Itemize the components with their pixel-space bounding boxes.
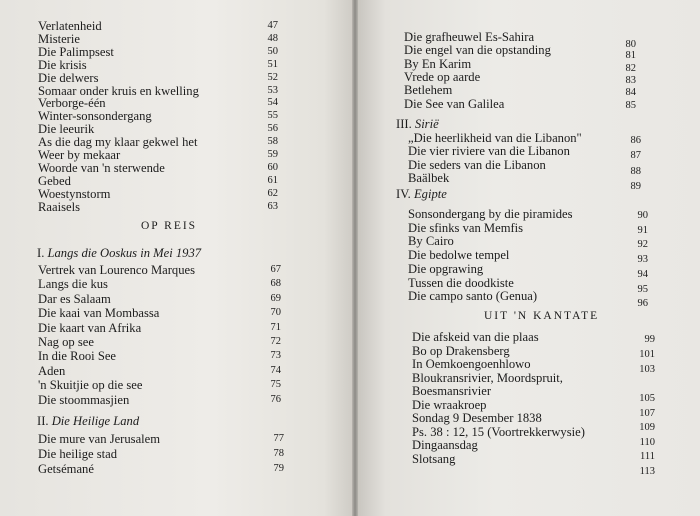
toc-entry-page-number: 85 [625,99,636,111]
toc-entry-title: Die vier riviere van die Libanon [408,144,570,159]
toc-entry-page-number: 109 [639,422,655,433]
toc-entry-title: Weer by mekaar [38,148,121,162]
toc-entry-title: By Cairo [408,234,454,249]
toc-entry-title: Misterie [38,31,80,46]
toc-entry-title: In Oemkoengoenhlowo [412,357,531,371]
heading-op-reis: OP REIS [141,220,198,232]
toc-entry-title: Die leeurik [38,122,95,137]
toc-entry-title: Die grafheuwel Es-Sahira [404,30,535,44]
toc-entry-title: Die See van Galilea [404,96,505,111]
toc-entry-page-number: 67 [270,264,281,275]
toc-entry-title: Sonsondergang by die piramides [408,207,573,221]
toc-entry-title: 'n Skuitjie op die see [38,378,143,393]
toc-entry-page-number: 58 [267,136,278,148]
toc-entry-title: Dingaansdag [412,438,478,452]
toc-entry-page-number: 73 [270,350,281,362]
toc-entry-page-number: 93 [637,254,648,266]
toc-entry-page-number: 60 [267,161,278,173]
toc-entry-page-number: 48 [267,32,278,44]
toc-entry-title: Die mure van Jerusalem [38,432,161,446]
toc-entry-page-number: 84 [625,87,636,99]
toc-entry-page-number: 95 [637,283,648,295]
toc-entry-page-number: 70 [270,307,281,319]
toc-entry-page-number: 110 [639,436,655,448]
toc-entry-title: Baälbek [408,170,450,185]
toc-entry-title: Woestynstorm [38,186,111,201]
toc-entry-page-number: 89 [630,180,641,192]
toc-entry-page-number: 50 [267,45,278,57]
toc-entry-title: Boesmansrivier [412,384,492,398]
toc-entry-page-number: 54 [267,97,278,109]
toc-entry-page-number: 76 [270,393,281,405]
toc-entry-title: Raaisels [38,199,80,214]
toc-entry-title: Die Palimpsest [38,44,114,59]
toc-entry-title: Die engel van die opstanding [404,43,551,58]
toc-entry-title: Bloukransrivier, Moordspruit, [412,370,563,385]
toc-entry-title: Die wraakroep [412,397,487,412]
toc-entry-page-number: 81 [625,50,636,62]
toc-entry-page-number: 90 [637,210,648,221]
toc-entry-title: Getsémané [38,462,94,477]
section-number: II. [37,414,49,428]
toc-entry-page-number: 52 [267,71,278,83]
toc-entry-title: Vrede op aarde [404,69,481,84]
toc-entry-page-number: 72 [270,336,281,347]
toc-entry-title: Betlehem [404,83,453,98]
toc-entry-title: Die bedolwe tempel [408,248,510,263]
toc-entry-page-number: 79 [273,463,284,475]
toc-entry-page-number: 91 [637,224,648,236]
toc-entry-title: Ps. 38 : 12, 15 (Voortrekkerwysie) [412,424,585,439]
toc-entry-page-number: 62 [267,187,278,199]
toc-entry-page-number: 78 [273,448,284,460]
toc-entry-title: Verlatenheid [38,19,102,33]
toc-entry-title: Verborge-één [38,96,106,111]
toc-entry-page-number: 71 [270,321,281,333]
toc-entry-title: As die dag my klaar gekwel het [38,135,198,150]
toc-entry-page-number: 88 [630,165,641,177]
toc-entry-title: Dar es Salaam [38,291,111,306]
toc-entry-title: Vertrek van Lourenco Marques [38,263,196,277]
toc-entry-title: Sondag 9 Desember 1838 [412,411,542,425]
toc-entry-title: Die campo santo (Genua) [408,289,538,304]
toc-entry-page-number: 96 [637,298,648,310]
toc-entry-page-number: 103 [639,364,655,375]
toc-entry-title: Die opgrawing [408,261,484,276]
toc-entry-title: Die kaai van Mombassa [38,306,160,321]
toc-entry-page-number: 69 [270,292,281,304]
toc-entry-page-number: 75 [270,379,281,391]
toc-entry-title: By En Karim [404,56,472,71]
section-title: Die Heilige Land [51,414,140,428]
toc-entry-page-number: 87 [630,150,641,162]
toc-entry-title: Tussen die doodkiste [408,275,514,290]
toc-entry-title: Die afskeid van die plaas [412,330,539,344]
toc-entry-title: „Die heerlikheid van die Libanon" [408,131,582,145]
toc-entry-page-number: 82 [625,62,636,74]
toc-entry-page-number: 107 [639,407,655,419]
section-number: IV. [396,187,411,201]
toc-entry-page-number: 51 [267,58,278,70]
toc-entry-page-number: 111 [640,451,655,462]
toc-entry-title: Somaar onder kruis en kwelling [38,83,199,98]
toc-entry-title: Die krisis [38,57,87,72]
toc-entry-title: Gebed [38,173,71,188]
toc-entry-title: Die sfinks van Memfis [408,220,524,235]
toc-entry-title: Die seders van die Libanon [408,157,546,172]
toc-entry-page-number: 61 [267,174,278,186]
toc-entry-title: Die delwers [38,70,99,85]
toc-entry-title: Die heilige stad [38,447,118,462]
section-title: Egipte [413,187,447,201]
toc-entry-title: Nag op see [38,335,94,349]
section-number: III. [396,117,412,131]
section-title: Langs die Ooskus in Mei 1937 [47,246,202,260]
toc-entry-page-number: 113 [639,465,655,477]
toc-entry-page-number: 83 [625,74,636,86]
toc-entry-title: Die stoommasjien [38,392,130,407]
toc-entry-page-number: 86 [630,135,641,146]
toc-entry-title: Slotsang [412,451,456,466]
toc-entry-page-number: 77 [273,433,284,444]
right-page [358,0,700,516]
heading-uit-n-kantate: UIT 'N KANTATE [484,310,600,322]
toc-entry-title: Die kaart van Afrika [38,320,142,335]
toc-entry-page-number: 56 [267,123,278,135]
toc-entry-title: Langs die kus [38,277,108,292]
section-heading-1 [37,246,201,260]
toc-entry-page-number: 74 [270,364,281,376]
toc-entry-page-number: 55 [267,110,278,122]
toc-entry-title: In die Rooi See [38,349,116,364]
toc-entry-title: Woorde van 'n sterwende [38,160,165,175]
toc-entry-page-number: 68 [270,278,281,290]
section-heading-4 [396,187,447,201]
section-number: I. [37,246,45,260]
toc-entry-page-number: 92 [637,239,648,251]
toc-entry-page-number: 105 [639,393,655,404]
toc-entry-page-number: 53 [267,84,278,96]
toc-entry-page-number: 94 [637,268,648,280]
toc-entry-page-number: 99 [644,334,655,345]
toc-entry-page-number: 47 [267,20,278,31]
toc-entry-page-number: 101 [639,348,655,360]
toc-entry-page-number: 80 [625,39,636,50]
section-heading-3 [396,117,439,131]
toc-entry-title: Winter-sonsondergang [38,109,152,124]
section-heading-2 [37,414,139,428]
toc-entry-title: Aden [38,363,66,378]
toc-entry-page-number: 59 [267,149,278,160]
section-title: Sirië [414,117,439,131]
toc-entry-title: Bo op Drakensberg [412,343,510,358]
toc-entry-page-number: 63 [267,200,278,212]
